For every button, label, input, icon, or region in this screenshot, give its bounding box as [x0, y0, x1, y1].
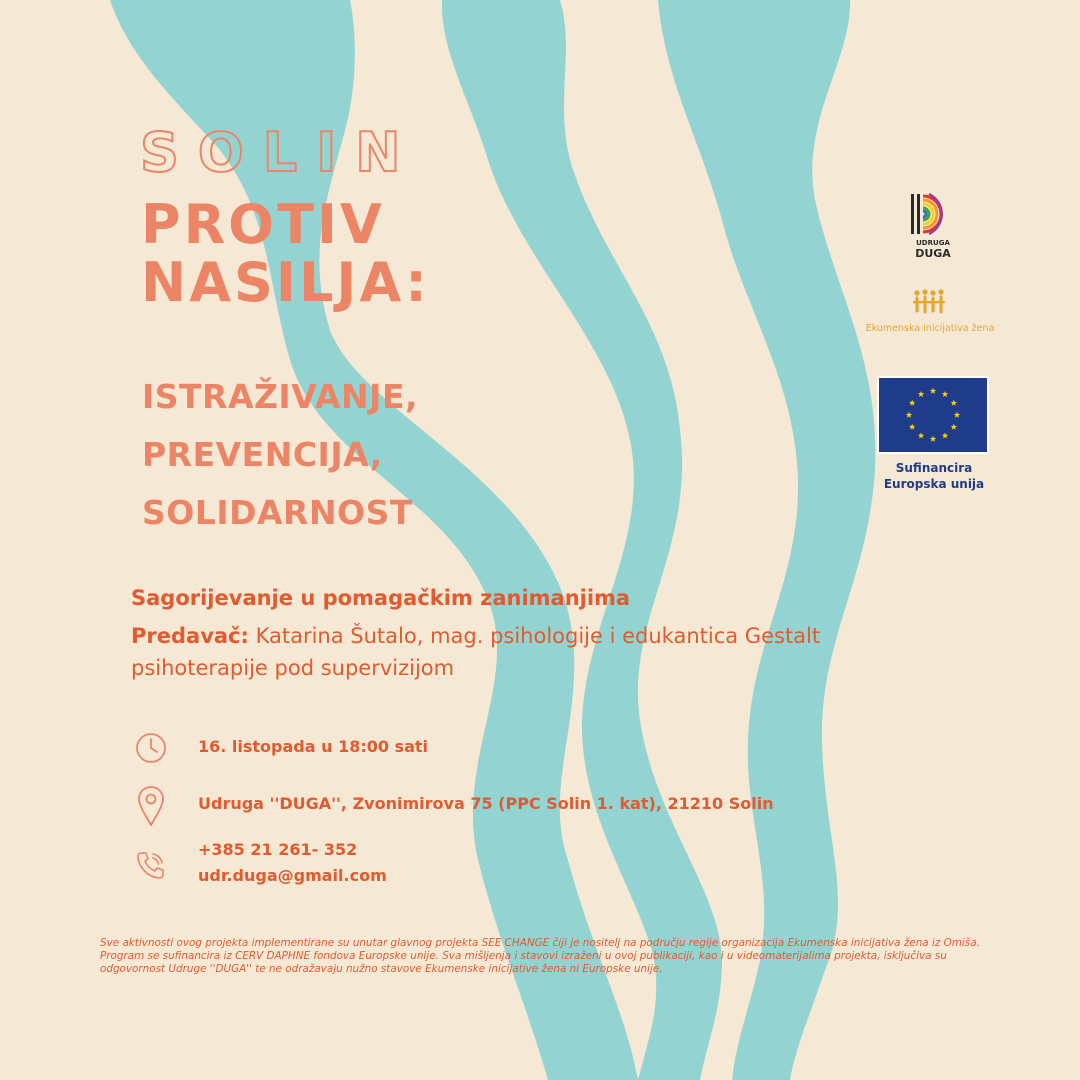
contact-email: udr.duga@gmail.com — [198, 866, 387, 885]
lecturer-info — [131, 620, 891, 684]
lecturer-label: Predavač: — [131, 624, 249, 648]
subtitle-line-istrazivanje: ISTRAŽIVANJE, — [142, 377, 419, 416]
eu-flag-icon — [877, 376, 989, 454]
duga-rainbow-icon — [905, 190, 961, 238]
clock-icon — [134, 731, 168, 765]
subtitle — [142, 368, 502, 542]
contact-phone: +385 21 261- 352 — [198, 840, 358, 859]
title-line-protiv: PROTIV — [141, 193, 385, 256]
duga-logo-line2: DUGA — [915, 247, 951, 260]
people-icon — [910, 288, 950, 320]
subtitle-line-prevencija: PREVENCIJA, — [142, 435, 383, 474]
duga-logo — [905, 190, 961, 262]
phone-icon — [134, 848, 168, 882]
eu-cofunding-text — [862, 460, 1006, 492]
eiz-logo — [860, 288, 1000, 338]
eu-text-line1: Sufinancira — [895, 461, 973, 475]
lecture-title: Sagorijevanje u pomagačkim zanimanjima — [131, 586, 631, 610]
eiz-logo-name: Ekumenska inicijativa žena — [865, 323, 995, 334]
subtitle-line-solidarnost: SOLIDARNOST — [142, 493, 413, 532]
duga-logo-line1: UDRUGA — [916, 239, 950, 247]
disclaimer-text: Sve aktivnosti ovog projekta implementirane su unutar glavnog projekta SEE CHANGE čiji je nositelj na području regije organizacija Ekumenska inicijativa žena iz Omiša. Program se sufinancira iz CERV DAPHNE fondova Europske unije. Sva mišljenja i stavovi izraženi u ovoj publikaciji, kao i u videomaterijalima projekta, isključiva su odgovornost Udruge ''DUGA'' te ne odražavaju nužno stavove Ekumenske inicijative žena ni Europske unije. — [100, 937, 980, 975]
location-pin-icon — [136, 785, 166, 827]
title-main — [141, 193, 481, 314]
eu-text-line2: Europska unija — [883, 477, 985, 491]
event-date: 16. listopada u 18:00 sati — [198, 737, 429, 756]
title-solin: SOLIN — [140, 121, 420, 184]
lecturer-text: Katarina Šutalo, mag. psihologije i edukantica Gestalt psihoterapije pod supervizijom — [131, 624, 821, 680]
title-line-nasilja: NASILJA: — [141, 251, 430, 314]
event-address: Udruga ''DUGA'', Zvonimirova 75 (PPC Solin 1. kat), 21210 Solin — [198, 794, 774, 813]
